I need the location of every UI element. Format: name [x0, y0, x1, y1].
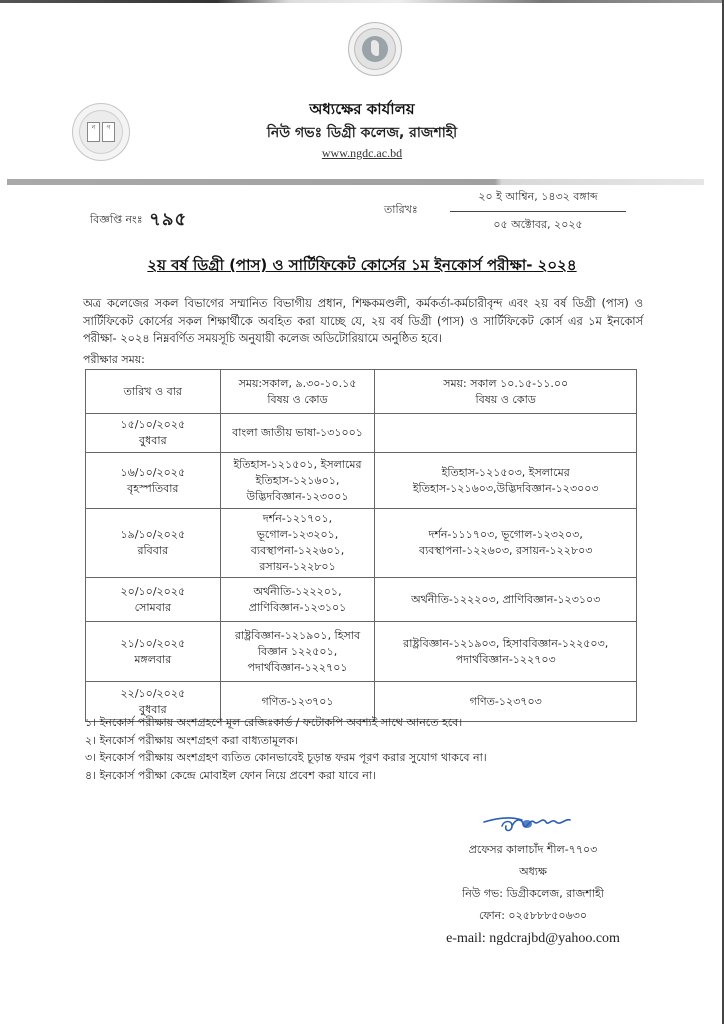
exam-schedule-table	[85, 369, 637, 722]
exam-date: ২২/১০/২০২৫	[120, 686, 186, 700]
header-divider	[7, 179, 704, 185]
signatory-block	[418, 839, 648, 950]
note-item: ১। ইনকোর্স পরীক্ষায় অংশগ্রহণে মূল রেজিঃকার্ড / ফটোকপি অবশ্যই সাথে আনতে হবে।	[85, 716, 463, 729]
notice-number-label: বিজ্ঞপ্তি নংঃ	[90, 213, 143, 226]
table-header-row	[86, 370, 637, 414]
notice-body: অত্র কলেজের সকল বিভাগের সম্মানিত বিভাগীয় প্রধান, শিক্ষকমণ্ডলী, কর্মকর্তা-কর্মচারীবৃন্দ এবং ২য় বর্ষ ডিগ্রী (পাস) ও সার্টিফিকেট কোর্সের সকল শিক্ষার্থীকে অবহিত করা যাচ্ছে যে, ২য় বর্ষ ডিগ্রী (পাস) ও সার্টিফিকেট কোর্স এর ১ম ইনকোর্স পরীক্ষা- ২০২৪ নিম্নবর্ণিত সময়সূচি অনুযায়ী কলেজ অডিটোরিয়ামে অনুষ্ঠিত হবে।	[83, 297, 643, 345]
header-label: বিষয় ও কোড	[267, 392, 328, 406]
header-label: বিষয় ও কোড	[475, 392, 536, 406]
header-date-day	[86, 370, 221, 414]
exam-day: বৃহস্পতিবার	[127, 481, 179, 495]
note-item: ২। ইনকোর্স পরীক্ষায় অংশগ্রহণ করা বাধ্যতামূলক।	[85, 733, 299, 747]
exam-date: ২১/১০/২০২৫	[120, 636, 186, 650]
signature-icon	[482, 808, 572, 838]
signatory-designation: অধ্যক্ষ	[519, 865, 547, 878]
date-bangla: ২০ ই আশ্বিন, ১৪৩২ বঙ্গাব্দ	[450, 188, 626, 212]
slot-1-cell: দর্শন-১২১৭০১, ভূগোল-১২৩২০১, ব্যবস্থাপনা-১২২৬০১, রসায়ন-১২২৮০১	[220, 509, 375, 578]
table-row	[86, 509, 637, 578]
signatory-name: প্রফেসর কালাচাঁদ শীল-৭৭০৩	[468, 843, 598, 856]
slot-2-cell	[375, 414, 637, 453]
date-day-cell	[86, 414, 221, 453]
notice-number	[90, 205, 187, 236]
slot-2-cell: অর্থনীতি-১২২২০৩, প্রাণিবিজ্ঞান-১২৩১০৩	[375, 578, 637, 622]
exam-date: ১৯/১০/২০২৫	[120, 528, 186, 541]
website-link[interactable]: www.ngdc.ac.bd	[321, 146, 403, 160]
header-time: সময়:সকাল, ৯.৩০-১০.১৫	[238, 376, 357, 390]
notice-date	[450, 188, 626, 235]
table-row	[86, 453, 637, 509]
slot-2-cell: গণিত-১২৩৭০৩	[375, 682, 637, 722]
exam-day: বুধবার	[138, 434, 167, 447]
notice-number-value: ৭৯৫	[149, 209, 188, 230]
exam-time-label: পরীক্ষার সময়:	[83, 353, 145, 366]
signatory-phone: ফোন: ০২৫৮৮৮৫০৬৩০	[478, 909, 588, 922]
date-english: ০৫ অক্টোবর, ২০২৫	[493, 218, 583, 231]
exam-date: ১৬/১০/২০২৫	[120, 465, 186, 479]
exam-day: রবিবার	[137, 544, 169, 557]
date-label: তারিখঃ	[384, 203, 418, 216]
table-row	[86, 622, 637, 682]
exam-day: মঙ্গলবার	[134, 652, 172, 666]
exam-day: বুধবার	[138, 702, 167, 716]
slot-2-cell: ইতিহাস-১২১৫০৩, ইসলামের ইতিহাস-১২১৬০৩,উদ্ভিদবিজ্ঞান-১২৩০০৩	[375, 453, 637, 509]
scan-top-edge	[0, 0, 724, 3]
date-day-cell	[86, 509, 221, 578]
website-container	[0, 146, 724, 161]
office-title: অধ্যক্ষের কার্যালয়	[309, 100, 415, 118]
signatory-email[interactable]: e-mail: ngdcrajbd@yahoo.com	[446, 931, 620, 946]
table-row	[86, 414, 637, 453]
document-title: ২য় বর্ষ ডিগ্রী (পাস) ও সার্টিফিকেট কোর্সের ১ম ইনকোর্স পরীক্ষা- ২০২৪	[147, 256, 577, 274]
slot-1-cell: গণিত-১২৩৭০১	[220, 682, 375, 722]
logo-letter: গ	[102, 122, 115, 142]
slot-1-cell: বাংলা জাতীয় ভাষা-১৩১০০১	[220, 414, 375, 453]
notes-list	[85, 714, 487, 784]
slot-1-cell: রাষ্ট্রবিজ্ঞান-১২১৯০১, হিসাব বিজ্ঞান ১২২৫০১, পদার্থবিজ্ঞান-১২২৭০১	[220, 622, 375, 682]
table-row	[86, 578, 637, 622]
document-title-container	[0, 254, 724, 279]
note-item: ৪। ইনকোর্স পরীক্ষা কেন্দ্রে মোবাইল ফোন নিয়ে প্রবেশ করা যাবে না।	[85, 768, 376, 782]
slot-1-cell: অর্থনীতি-১২২২০১, প্রাণিবিজ্ঞান-১২৩১০১	[220, 578, 375, 622]
date-day-cell	[86, 622, 221, 682]
bangladesh-map-icon	[362, 36, 388, 62]
date-day-cell	[86, 453, 221, 509]
header-slot-2	[375, 370, 637, 414]
logo-letter: ন	[87, 122, 100, 142]
college-name: নিউ গভঃ ডিগ্রী কলেজ, রাজশাহী	[266, 125, 458, 141]
header-label: তারিখ ও বার	[123, 384, 182, 398]
slot-2-cell: দর্শন-১১১৭০৩, ভূগোল-১২৩২০৩, ব্যবস্থাপনা-১২২৬০৩, রসায়ন-১২২৮০৩	[375, 509, 637, 578]
exam-date: ২০/১০/২০২৫	[120, 584, 186, 598]
date-day-cell	[86, 578, 221, 622]
exam-date: ১৫/১০/২০২৫	[120, 418, 186, 431]
exam-day: সোমবার	[134, 600, 172, 614]
slot-1-cell: ইতিহাস-১২১৫০১, ইসলামের ইতিহাস-১২১৬০১, উদ্ভিদবিজ্ঞান-১২৩০০১	[220, 453, 375, 509]
header-slot-1	[220, 370, 375, 414]
note-item: ৩। ইনকোর্স পরীক্ষায় অংশগ্রহণ ব্যতিত কোনভাবেই চূড়ান্ত ফরম পূরণ করার সুযোগ থাকবে না।	[85, 751, 487, 764]
bangladesh-government-seal-icon	[348, 22, 402, 76]
header-time: সময়: সকাল ১০.১৫-১১.০০	[443, 376, 569, 390]
slot-2-cell: রাষ্ট্রবিজ্ঞান-১২১৯০৩, হিসাববিজ্ঞান-১২২৫০৩, পদার্থবিজ্ঞান-১২২৭০৩	[375, 622, 637, 682]
signatory-institution: নিউ গভ: ডিগ্রীকলেজ, রাজশাহী	[462, 887, 604, 900]
